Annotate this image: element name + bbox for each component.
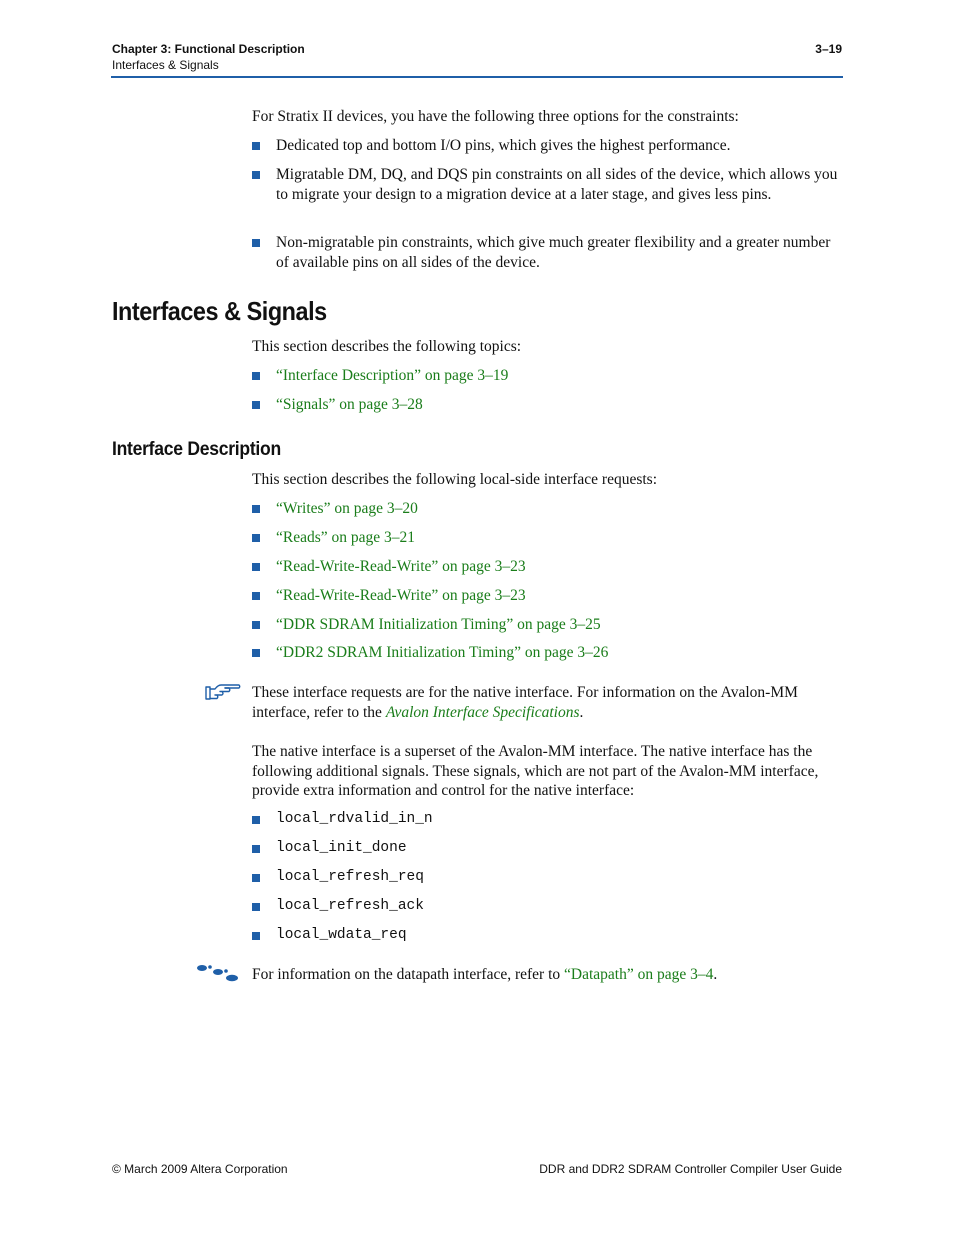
intro-text: For Stratix II devices, you have the following three options for the constraints: <box>252 108 739 125</box>
list-item[interactable] <box>252 499 844 519</box>
list-item[interactable] <box>252 643 844 663</box>
section-heading: Interfaces & Signals <box>112 296 327 326</box>
link-datapath[interactable]: “Datapath” on page 3–4 <box>564 966 714 983</box>
signal-name: local_rdvalid_in_n <box>276 811 433 827</box>
document-title: DDR and DDR2 SDRAM Controller Compiler User Guide <box>539 1162 842 1176</box>
bullet-square-icon <box>252 845 260 853</box>
native-interface-text: The native interface is a superset of the Avalon-MM interface. The native interface has the following additional signals. These signals, which are not part of the Avalon-MM interface, provide extra information and control for the native interface: <box>252 743 819 799</box>
list-item[interactable] <box>252 557 844 577</box>
bullet-square-icon <box>252 903 260 911</box>
bullet-square-icon <box>252 171 260 179</box>
list-item <box>252 897 844 917</box>
link-reads[interactable]: “Reads” on page 3–21 <box>276 529 416 546</box>
list-item <box>252 868 844 888</box>
bullet-square-icon <box>252 534 260 542</box>
pointing-hand-icon <box>205 683 241 701</box>
note-text: These interface requests are for the native interface. For information on the Avalon-MM interface, refer to the Avalon Interface Specifications. <box>252 684 798 721</box>
list-item: Migratable DM, DQ, and DQS pin constraints on all sides of the device, which allows you to migrate your design to a migration device at a later stage, and gives less pins. <box>252 165 844 204</box>
link-read-write-2[interactable]: “Read-Write-Read-Write” on page 3–23 <box>276 587 526 604</box>
list-item: Non-migratable pin constraints, which give much greater flexibility and a greater number of available pins on all sides of the device. <box>252 233 844 272</box>
list-item: Dedicated top and bottom I/O pins, which gives the highest performance. <box>252 136 844 156</box>
list-item <box>252 839 844 859</box>
link-interface-description[interactable]: “Interface Description” on page 3–19 <box>276 367 509 384</box>
link-writes[interactable]: “Writes” on page 3–20 <box>276 500 418 517</box>
section2-text: This section describes the following local-side interface requests: <box>252 471 658 488</box>
page-number: 3–19 <box>815 42 842 56</box>
bullet-square-icon <box>252 505 260 513</box>
bullet-square-icon <box>252 142 260 150</box>
bullet-square-icon <box>252 621 260 629</box>
list-item[interactable] <box>252 615 844 635</box>
signal-name: local_init_done <box>276 840 407 856</box>
list-item[interactable] <box>252 395 844 415</box>
link-avalon-spec[interactable]: Avalon Interface Specifications <box>385 703 580 721</box>
list-item[interactable] <box>252 366 844 386</box>
copyright: © March 2009 Altera Corporation <box>112 1162 288 1176</box>
bullet-square-icon <box>252 816 260 824</box>
list-item <box>252 926 844 946</box>
list-item[interactable] <box>252 586 844 606</box>
link-signals[interactable]: “Signals” on page 3–28 <box>276 396 423 413</box>
signal-name: local_wdata_req <box>276 927 407 943</box>
reference-text: For information on the datapath interface, refer to “Datapath” on page 3–4. <box>252 966 718 983</box>
list-item <box>252 810 844 830</box>
section1-text: This section describes the following topics: <box>252 338 522 355</box>
bullet-square-icon <box>252 372 260 380</box>
signal-name: local_refresh_req <box>276 869 424 885</box>
header-rule <box>111 76 843 78</box>
subsection-heading: Interface Description <box>112 438 281 460</box>
bullet-square-icon <box>252 401 260 409</box>
running-section: Interfaces & Signals <box>112 58 219 72</box>
bullet-square-icon <box>252 592 260 600</box>
link-read-write-1[interactable]: “Read-Write-Read-Write” on page 3–23 <box>276 558 526 575</box>
bullet-square-icon <box>252 649 260 657</box>
chapter-title: Chapter 3: Functional Description <box>112 42 305 56</box>
signal-name: local_refresh_ack <box>276 898 424 914</box>
bullet-square-icon <box>252 563 260 571</box>
bullet-square-icon <box>252 874 260 882</box>
link-ddr-init-timing[interactable]: “DDR SDRAM Initialization Timing” on page 3–25 <box>276 616 601 633</box>
list-item[interactable] <box>252 528 844 548</box>
footprints-icon <box>196 963 240 983</box>
bullet-square-icon <box>252 239 260 247</box>
link-ddr2-init-timing[interactable]: “DDR2 SDRAM Initialization Timing” on page 3–26 <box>276 644 609 661</box>
bullet-square-icon <box>252 932 260 940</box>
